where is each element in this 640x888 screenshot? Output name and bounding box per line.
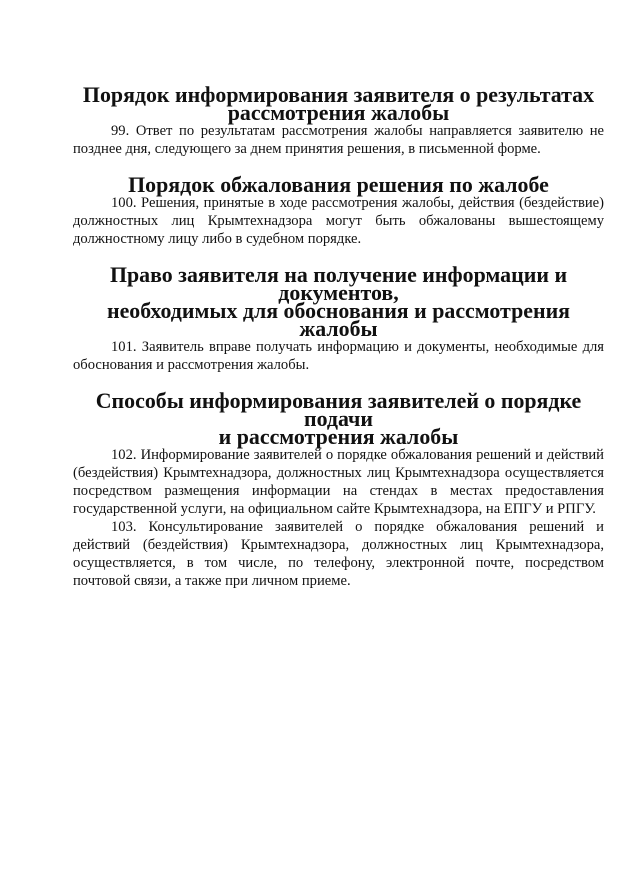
paragraph-100: 100. Решения, принятые в ходе рассмотрения жалобы, действия (бездействие) должностных лиц Крымтехнадзора могут быть обжалованы вышестоящему должностному лицу либо в судебном порядке.	[73, 195, 604, 247]
section-informing-methods	[73, 388, 604, 590]
heading-line: Порядок обжалования решения по жалобе	[128, 172, 549, 197]
heading-line: Способы информирования заявителей о порядке подачи	[95, 388, 582, 431]
section-complaint-results-info	[73, 82, 604, 158]
heading-line: рассмотрения жалобы	[227, 100, 450, 125]
paragraph-103: 103. Консультирование заявителей о порядке обжалования решений и действий (бездействия) Крымтехнадзора, должностных лиц Крымтехнадзора, осуществляется, в том числе, по телефону, электронной почте, посредством почтовой связи, а также при личном приеме.	[73, 519, 604, 589]
section-heading	[73, 82, 604, 125]
heading-line: Порядок информирования заявителя о результатах	[82, 82, 595, 107]
section-heading	[73, 262, 604, 341]
section-right-to-information	[73, 262, 604, 374]
paragraph-99: 99. Ответ по результатам рассмотрения жалобы направляется заявителю не позднее дня, следующего за днем принятия решения, в письменной форме.	[73, 123, 604, 157]
heading-line: и рассмотрения жалобы	[218, 424, 459, 449]
section-heading	[73, 388, 604, 449]
section-appeal-procedure	[73, 172, 604, 248]
document-page	[73, 82, 604, 590]
paragraph-102: 102. Информирование заявителей о порядке обжалования решений и действий (бездействия) Крымтехнадзора, должностных лиц Крымтехнадзора осуществляется посредством размещения информации на стендах в местах предоставления государственной услуги, на официальном сайте Крымтехнадзора, на ЕПГУ и РПГУ.	[73, 447, 604, 517]
heading-line: необходимых для обоснования и рассмотрения жалобы	[106, 298, 571, 341]
paragraph-101: 101. Заявитель вправе получать информацию и документы, необходимые для обоснования и рассмотрения жалобы.	[73, 339, 604, 373]
heading-line: Право заявителя на получение информации и документов,	[109, 262, 568, 305]
section-heading	[73, 172, 604, 197]
